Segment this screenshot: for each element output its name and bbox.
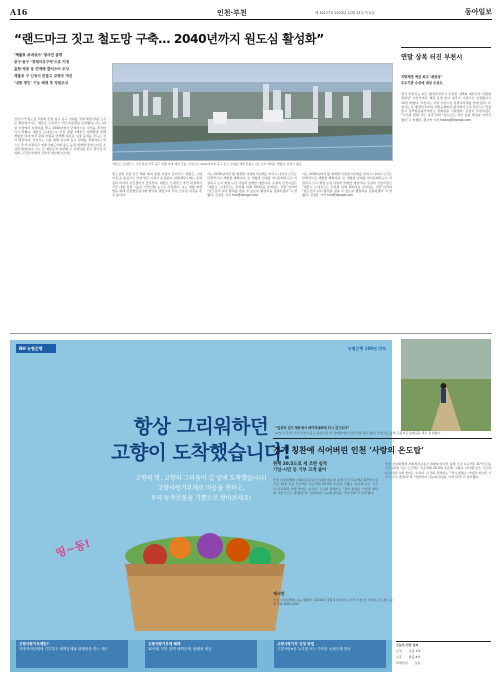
- info-box: [274, 640, 386, 668]
- info-box-text: 10만원 이하 전액 세액공제, 답례품 제공: [148, 647, 212, 651]
- column-rule: [401, 47, 491, 48]
- page-number: A16: [10, 7, 28, 17]
- notice-title: 게시판: [273, 591, 285, 596]
- subhead-block: [14, 52, 106, 87]
- info-box-title: 고향사랑기부제란?: [19, 642, 49, 646]
- section-subtitle: [273, 462, 373, 474]
- bank-logo: NH 농협은행: [16, 344, 56, 353]
- weather-label: 미세먼지: [396, 661, 408, 665]
- main-headline: “랜드마크 짓고 철도망 구축… 2040년까지 원도심 활성화”: [14, 32, 324, 46]
- doorbell-label: 띵~동!: [54, 536, 92, 561]
- ad-body-line: 고향사랑기부제로 마음을 전하고,: [157, 485, 245, 492]
- subhead: 제물포 구 신청사 만들고 교량부 개선: [14, 74, 73, 78]
- article-column: 시는 2030년까지 항 재개발 사업의 1단계를 마치고 나머지 구간도 단계적으로 개발할 계획이다. 또 개항장 일대를 역사문화특구로 지정하고 도시 재생 뉴딜 사업과 연계할 예정이다. 유정복 인천시장은 “제물포 르네상스는 인천의 미래 100년을 준비하는 사업”이라며 “원도심이 다시 활력을 찾을 수 있도록 행정력을 집중하겠다”고 말했다. 김정훈 기자 hun@donga.com: [207, 172, 297, 198]
- article-column: 원도심에 교량 인근 해양 레저 관광 시설이 들어서고 ‘제물포 스테이션’을 중심으로 상업·업무 시설이 조성된다. 내항 8부두에는 공연장과 미디어 아트센터가 들어선다. 제물포 르네상스 추진 과정에서 기존 내항 물류 기능은 인천신항 등으로 이전된다. 시는 내항 재개발을 위해 인천항만공사와 협약을 맺었으며 부지 소유권 이전을 추진 중이다.: [112, 172, 202, 198]
- cityscape-photo: [112, 63, 393, 161]
- info-box-title: 고향사랑기부 신청 방법: [277, 642, 315, 646]
- weather-value: 맑음 8℃: [408, 655, 421, 659]
- weather-value: 흐림 3℃: [408, 649, 421, 653]
- notice-body: 인천 사랑의열매 나눔 캠페인 ▷2024년 1월 31일까지 ▷인천 시청 앞 사랑의 온도탑 ▷문의 032-430-1200: [273, 598, 393, 607]
- ad-body-line: 우리 농축산물을 기쁨으로 받아보세요!: [150, 495, 252, 502]
- article-column: 시는 2030년까지 항 재개발 사업의 1단계를 마치고 나머지 구간도 단계적으로 개발할 계획이다. 또 개항장 일대를 역사문화특구로 지정하고 도시 재생 뉴딜 사업과 연계할 예정이다. 유정복 인천시장은 “제물포 르네상스는 인천의 미래 100년을 준비하는 사업”이라며 “원도심이 다시 활력을 찾을 수 있도록 행정력을 집중하겠다”고 말했다. 김정훈 기자 hun@donga.com: [302, 172, 392, 198]
- divider: [10, 333, 492, 334]
- subhead: ‘내항 명인’ 기능 해제 후 정원조성: [14, 81, 69, 85]
- section-name: 인천·부천: [217, 9, 247, 17]
- section-article: 인천 사랑의열매 사회복지공동모금회에 따르면 올해 모금 목표액은 87억여 원으로 12일 기준 모금액은 목표액의 20.5% 수준에 그쳤다. 지난해 같은 기간과 비교하면 크게 줄어든 수치다. 모금회 관계자는 “경기 침체로 기업과 개인의 기부가 모두 줄었다”며 “연말까지 나눔에 관심을 가져 달라”고 당부했다.: [385, 462, 491, 479]
- right-column-article: 경기 부천시는 최근 행정안전부가 주관한 ‘제5회 대한민국 지방재정대상’ 시상식에서 재정 운영 분야 최우수 기관으로 선정됐다고 12일 밝혔다. 부천시는 이번 수상으로 특별교부세를 받게 된다. 부천시는 또 행정안전부의 지방규제혁신 평가에서 우수기관으로 선정됐고 정부합동평가에서도 상위권을 기록했다. 조용익 부천시장은 “시민과 함께 만든 성과”라며 “앞으로도 시민 중심 행정을 이어가겠다”고 말했다. 황금찬 기자 hwang@donga.com: [401, 92, 491, 122]
- photo-caption-detail: 17일 오후 한 시민 부천시 중구 중앙공원 내 ‘둘레길’에서 달리기를 하고 있다. 부천시는 올해 공원 6곳 둘레길을 새로 조성했다.: [275, 431, 441, 435]
- ad-body-line: 고향의 맛, 고향의 그리움이 길 앞에 도착했습니다!: [135, 475, 267, 482]
- photo-caption-title: “일상의 걷기 체육에서 메이저대회에 다시 것으로다”: [275, 426, 350, 430]
- subhead: 을항·영종 등 연계해 클러스터 조성: [14, 67, 69, 71]
- info-box-text: 고향사랑e음 누리집 또는 가까운 농협은행 방문: [277, 647, 351, 651]
- subtitle-line: 지방재정 에선 최고 ‘최판상’: [401, 75, 442, 79]
- info-box: [145, 640, 257, 668]
- ad-headline-line: 항상 그리워하던: [133, 415, 269, 438]
- info-box-title: 고향사랑기부제 혜택: [148, 642, 181, 646]
- section-rule: [273, 438, 492, 439]
- weather-title: 오늘의 인천 날씨: [396, 643, 419, 647]
- slogan-logo: 농협은행 100년 약속: [347, 346, 386, 351]
- section-article: 인천 사랑의열매 사회복지공동모금회에 따르면 올해 모금 목표액은 87억여 원으로 12일 기준 모금액은 목표액의 20.5% 수준에 그쳤다. 지난해 같은 기간과 비교하면 크게 줄어든 수치다. 모금회 관계자는 “경기 침체로 기업과 개인의 기부가 모두 줄었다”며 “연말까지 나눔에 관심을 가져 달라”고 당부했다.: [273, 478, 378, 495]
- ad-headline: [10, 414, 392, 466]
- page-header: [10, 6, 492, 20]
- section-subtitle-line: 현재 20.5도로 세 조한 실적: [273, 462, 327, 467]
- ad-headline-line: 고향이 도착했습니다!: [111, 441, 291, 464]
- issue-info: 제 30177호 2023년 12월 13일 목요일: [315, 11, 375, 15]
- subhead: ‘제물포 르네상스’ 청사진 공개: [14, 53, 63, 57]
- section-subtitle-line: 기업·시민 등 기부 크게 줄어: [273, 468, 327, 473]
- subhead: 중구·동구 ‘경제자유구역’으로 지정: [14, 60, 70, 64]
- weather-value: 보통: [414, 661, 421, 665]
- newspaper-brand: 동아일보: [464, 7, 492, 16]
- info-box: [16, 640, 128, 668]
- subtitle-line: 우수기관 수상에 대상 수상도: [401, 81, 443, 86]
- info-box-text: 지방자치단체에 기부하고 세액공제와 답례품을 받는 제도: [19, 647, 109, 651]
- produce-box-illustration: [110, 526, 300, 636]
- weather-box: [396, 641, 491, 681]
- right-column-title: 연말 상복 터진 부천시: [401, 54, 463, 61]
- right-column-subtitle: [401, 74, 491, 87]
- photo-caption: ‘제물포 르네상스’ 사업 완료 이후 중구 내항 일대 예상 모습. 인천시는 2040년까지 중구·동구 일대를 해양 관광도시로 조성 계획을 세웠다. 인천시 제공: [112, 162, 302, 166]
- weather-label: 오후: [396, 655, 402, 659]
- weather-row: [396, 660, 491, 666]
- weather-label: 오전: [396, 649, 402, 653]
- park-photo: [401, 339, 491, 431]
- section-title: 경기 칭찬에 식어버린 인천 ‘사랑의 온도탑’: [273, 445, 424, 455]
- left-article: 인천시가 원도심 주변의 인천 중구 동구 일대를 국제 해양·관광 도시로 재탄생시키는 ‘제물포 르네상스’ 마스터플랜을 공개했다. 시는 12일 시청에서 설명회를 열고 2040년까지 단계적으로 사업을 추진한다고 밝혔다. 제물포 르네상스는 인천 내항 1·8부두 재개발과 함께 개항장 일대 역사 문화 자원을 연계해 새로운 성장 동력을 만드는 것이 핵심이다. 인천시는 이를 위해 중구와 동구 일대를 경제자유구역으로 추가 지정하고 영종국제도시와 송도 등과 연계한 클러스터를 조성할 방침이다. 시는 또 제물포역 일대에 구 신청사를 짓고 경인선 지하화 구간과 연계한 교통망 개선에 나선다.: [14, 117, 106, 156]
